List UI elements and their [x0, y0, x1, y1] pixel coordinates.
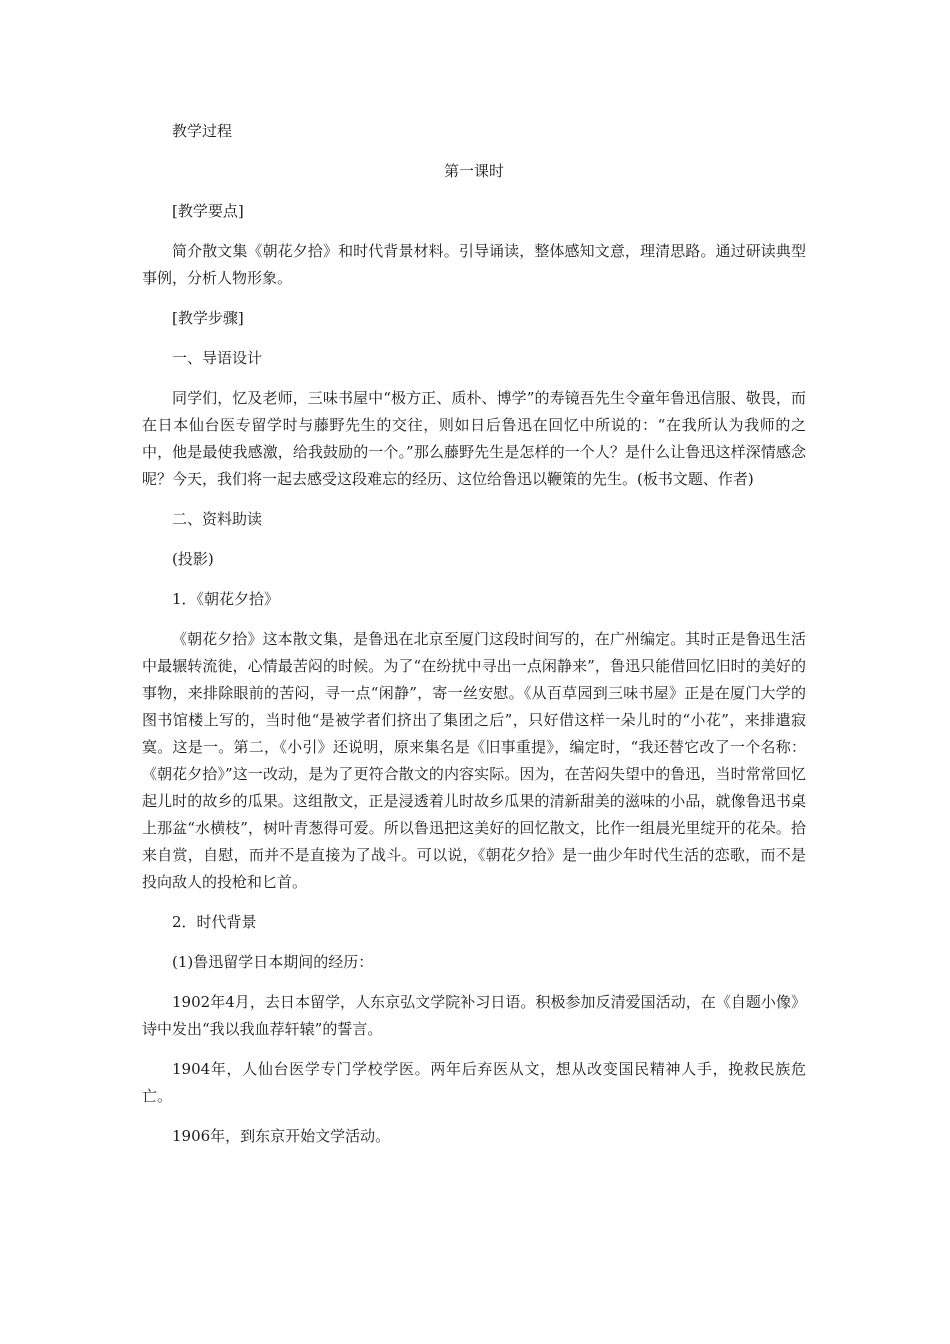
event-paragraph: 1906年，到东京开始文学活动。 [172, 1127, 391, 1145]
item1-title: 1．《朝花夕拾》 [172, 590, 280, 608]
document-page [142, 118, 806, 1163]
event-paragraph: 1902年4月，去日本留学，人东京弘文学院补习日语。积极参加反清爱国活动，在《自题小像》诗中发出“我以我血荐轩辕”的誓言。 [142, 993, 806, 1038]
item1-paragraph: 《朝花夕拾》这本散文集，是鲁迅在北京至厦门这段时间写的，在广州编定。其时正是鲁迅生活中最辗转流徙，心情最苦闷的时候。为了“在纷扰中寻出一点闲静来”，鲁迅只能借回忆旧时的美好的事物，来排除眼前的苦闷，寻一点“闲静”，寄一丝安慰。《从百草园到三味书屋》正是在厦门大学的图书馆楼上写的，当时他“是被学者们挤出了集团之后”，只好借这样一朵儿时的“小花”，来排遣寂寞。这是一。第二，《小引》还说明，原来集名是《旧事重提》，编定时，“我还替它改了一个名称：《朝花夕拾》”这一改动，是为了更符合散文的内容实际。因为，在苦闷失望中的鲁迅，当时常常回忆起儿时的故乡的瓜果。这组散文，正是浸透着儿时故乡瓜果的清新甜美的滋味的小品，就像鲁迅书桌上那盆“水横枝”，树叶青葱得可爱。所以鲁迅把这美好的回忆散文，比作一组晨光里绽开的花朵。拾来自赏，自慰，而并不是直接为了战斗。可以说，《朝花夕拾》是一曲少年时代生活的恋歌，而不是投向敌人的投枪和匕首。 [142, 630, 806, 891]
heading: 教学过程 [172, 122, 233, 140]
section-points-label: [教学要点] [172, 202, 244, 220]
points-paragraph: 简介散文集《朝花夕拾》和时代背景材料。引导诵读，整体感知文意，理清思路。通过研读典型事例，分析人物形象。 [142, 242, 806, 287]
step1-title: 一、导语设计 [172, 349, 263, 367]
item2-title: 2．时代背景 [172, 913, 257, 931]
section-steps-label: [教学步骤] [172, 309, 244, 327]
projection-note: (投影) [172, 550, 214, 568]
event-paragraph: 1904年，人仙台医学专门学校学医。两年后弃医从文，想从改变国民精神人手，挽救民族危亡。 [142, 1060, 806, 1105]
lesson-title: 第一课时 [443, 162, 504, 180]
sub1-title: (1)鲁迅留学日本期间的经历： [172, 953, 374, 971]
step2-title: 二、资料助读 [172, 510, 263, 528]
step1-paragraph: 同学们，忆及老师，三味书屋中“极方正、质朴、博学”的寿镜吾先生令童年鲁迅信服、敬畏，而在日本仙台医专留学时与藤野先生的交往，则如日后鲁迅在回忆中所说的：“在我所认为我师的之中，他是最使我感激，给我鼓励的一个。”那么藤野先生是怎样的一个人？是什么让鲁迅这样深情感念呢？今天，我们将一起去感受这段难忘的经历、这位给鲁迅以鞭策的先生。(板书文题、作者) [142, 389, 806, 488]
